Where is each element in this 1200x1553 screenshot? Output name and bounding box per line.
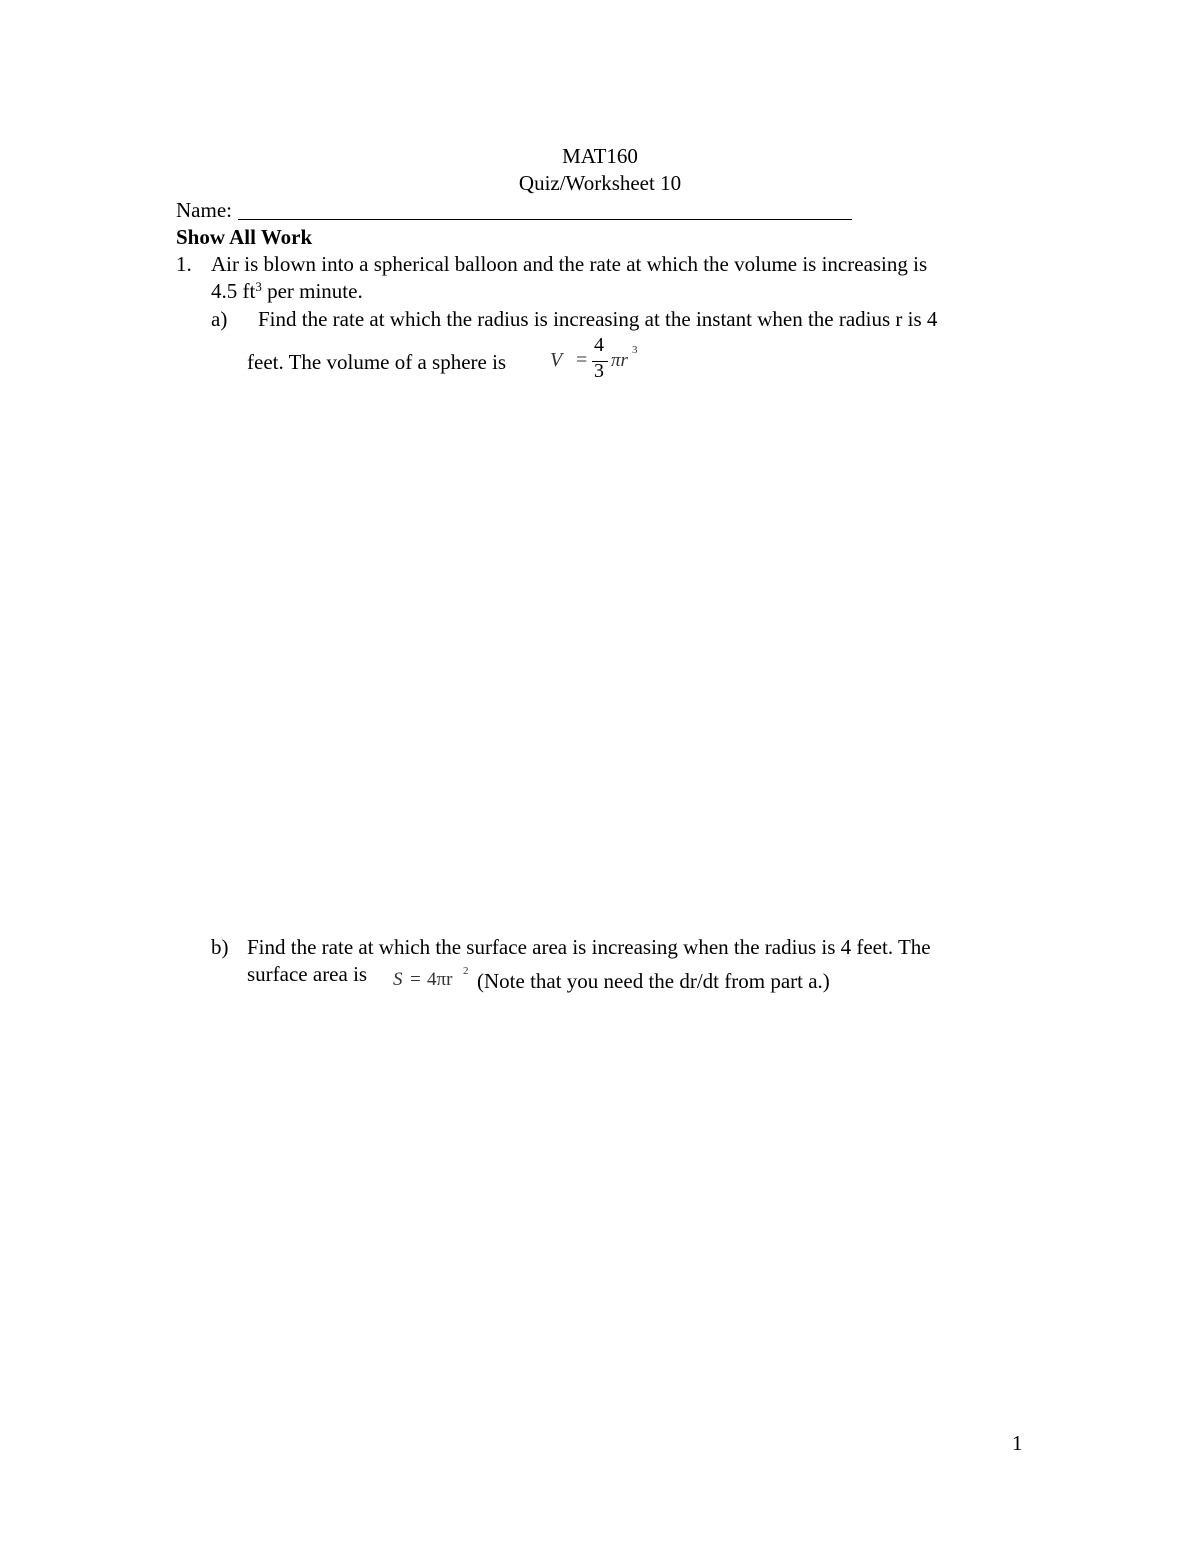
formula-equals: = [410,969,421,990]
formula-v: V [550,349,563,371]
unit-exponent: 3 [255,279,262,294]
part-a-text-line1: Find the rate at which the radius is increasing at the instant when the radius r is 4 [258,307,938,331]
formula-exponent: 2 [463,965,469,977]
formula-pi-r: πr [611,350,628,371]
part-b-text-line2: surface area is [247,962,368,986]
course-code: MAT160 [562,144,638,168]
name-label: Name: [176,198,232,222]
part-a-letter: a) [211,307,228,331]
formula-equals: = [576,349,588,371]
rate-unit-text: per minute. [261,279,363,303]
fraction-denominator: 3 [594,360,604,382]
formula-exponent: 3 [632,344,638,356]
rate-value: 4.5 ft [211,279,256,303]
part-b-text-line1: Find the rate at which the surface area is increasing when the radius is 4 feet. The [247,935,931,959]
page-number: 1 [1012,1431,1023,1455]
formula-rhs: 4πr [427,969,453,990]
question-number: 1. [176,252,192,276]
part-b-note: (Note that you need the dr/dt from part a.) [477,969,830,993]
name-field-line[interactable] [238,219,852,220]
question-text-line2 [211,279,363,304]
instruction-heading: Show All Work [176,225,313,249]
question-text-line1: Air is blown into a spherical balloon and the rate at which the volume is increasing is [211,252,928,276]
formula-s: S [393,969,403,990]
worksheet-title: Quiz/Worksheet 10 [518,171,682,195]
fraction-numerator: 4 [594,334,604,356]
part-b-letter: b) [211,935,229,959]
part-a-text-line2: feet. The volume of a sphere is [247,350,507,374]
